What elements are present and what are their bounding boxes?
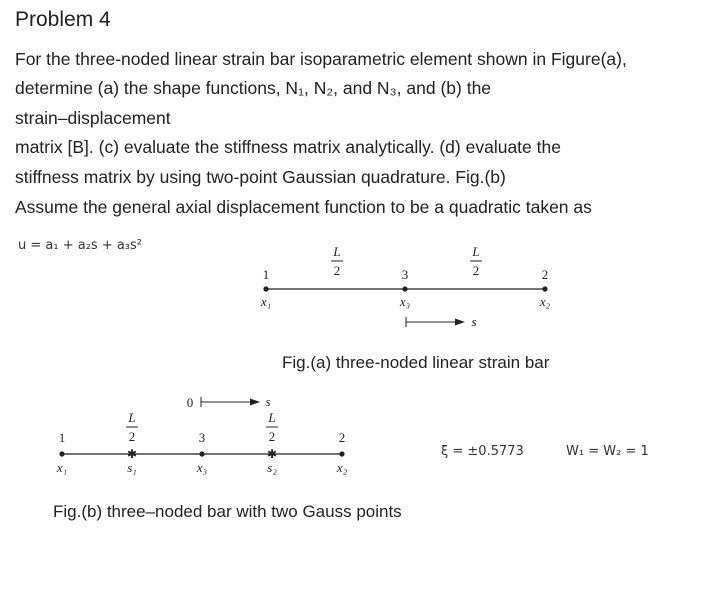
fig-b-coord-x1: x₁ bbox=[56, 460, 68, 475]
problem-text-line-6: Assume the general axial displacement function to be a quadratic taken as bbox=[15, 197, 592, 217]
fig-b-gauss-point-2-mark: ✱ bbox=[266, 447, 278, 461]
fig-b-left-half-length-num: L bbox=[128, 410, 136, 425]
fig-a-caption: Fig.(a) three-noded linear strain bar bbox=[282, 353, 550, 372]
fig-a-right-half-length-den: 2 bbox=[472, 263, 480, 278]
fig-b-coord-s1: s₁ bbox=[127, 460, 137, 475]
fig-a-node-1-number: 1 bbox=[262, 267, 270, 282]
problem-text-line-5: stiffness matrix by using two-point Gaussian quadrature. Fig.(b) bbox=[15, 167, 506, 187]
fig-b-node-2-dot bbox=[339, 451, 344, 456]
problem-text-line-2: determine (a) the shape functions, N₁, N₂, and N₃, and (b) the bbox=[15, 78, 492, 98]
fig-b-node-2-number: 2 bbox=[338, 430, 346, 445]
fig-b-coord-x3: x₃ bbox=[196, 460, 208, 475]
fig-b-node-3-number: 3 bbox=[198, 430, 206, 445]
fig-b-caption: Fig.(b) three–noded bar with two Gauss points bbox=[53, 502, 402, 521]
fig-a-axis-label: s bbox=[471, 314, 477, 329]
problem-title: Problem 4 bbox=[15, 8, 111, 31]
fig-b-right-half-length-num: L bbox=[268, 410, 276, 425]
displacement-equation: u = a₁ + a₂s + a₃s² bbox=[18, 238, 143, 253]
fig-a-left-half-length-num: L bbox=[333, 244, 341, 259]
fig-a-node-2-number: 2 bbox=[541, 267, 549, 282]
fig-a-coord-x1: x₁ bbox=[260, 294, 272, 309]
fig-b-node-1-number: 1 bbox=[58, 430, 66, 445]
gauss-point-xi: ξ = ±0.5773 bbox=[441, 444, 524, 459]
fig-b-coord-x2: x₂ bbox=[336, 460, 348, 475]
fig-b-gauss-point-1-mark: ✱ bbox=[126, 447, 138, 461]
fig-a-left-half-length-den: 2 bbox=[333, 263, 341, 278]
problem-text-line-1: For the three-noded linear strain bar isoparametric element shown in Figure(a), bbox=[15, 49, 627, 69]
fig-a-coord-x2: x₂ bbox=[539, 294, 551, 309]
fig-b-axis-arrowhead bbox=[250, 399, 260, 406]
problem-text-line-4: matrix [B]. (c) evaluate the stiffness matrix analytically. (d) evaluate the bbox=[15, 137, 561, 157]
fig-b-left-half-length-den: 2 bbox=[128, 429, 136, 444]
gauss-weights: W₁ = W₂ = 1 bbox=[566, 444, 649, 459]
fig-b-right-half-length-den: 2 bbox=[268, 429, 276, 444]
problem-text-line-3: strain–displacement bbox=[15, 108, 171, 128]
fig-b-coord-s2: s₂ bbox=[267, 460, 277, 475]
fig-b-node-3-dot bbox=[199, 451, 204, 456]
fig-b-origin-label: 0 bbox=[186, 395, 194, 410]
fig-b-node-1-dot bbox=[59, 451, 64, 456]
fig-a-coord-x3: x₃ bbox=[399, 294, 411, 309]
fig-b-axis-label: s bbox=[265, 394, 271, 409]
fig-a-right-half-length-num: L bbox=[472, 244, 480, 259]
fig-a-node-3-number: 3 bbox=[401, 267, 409, 282]
